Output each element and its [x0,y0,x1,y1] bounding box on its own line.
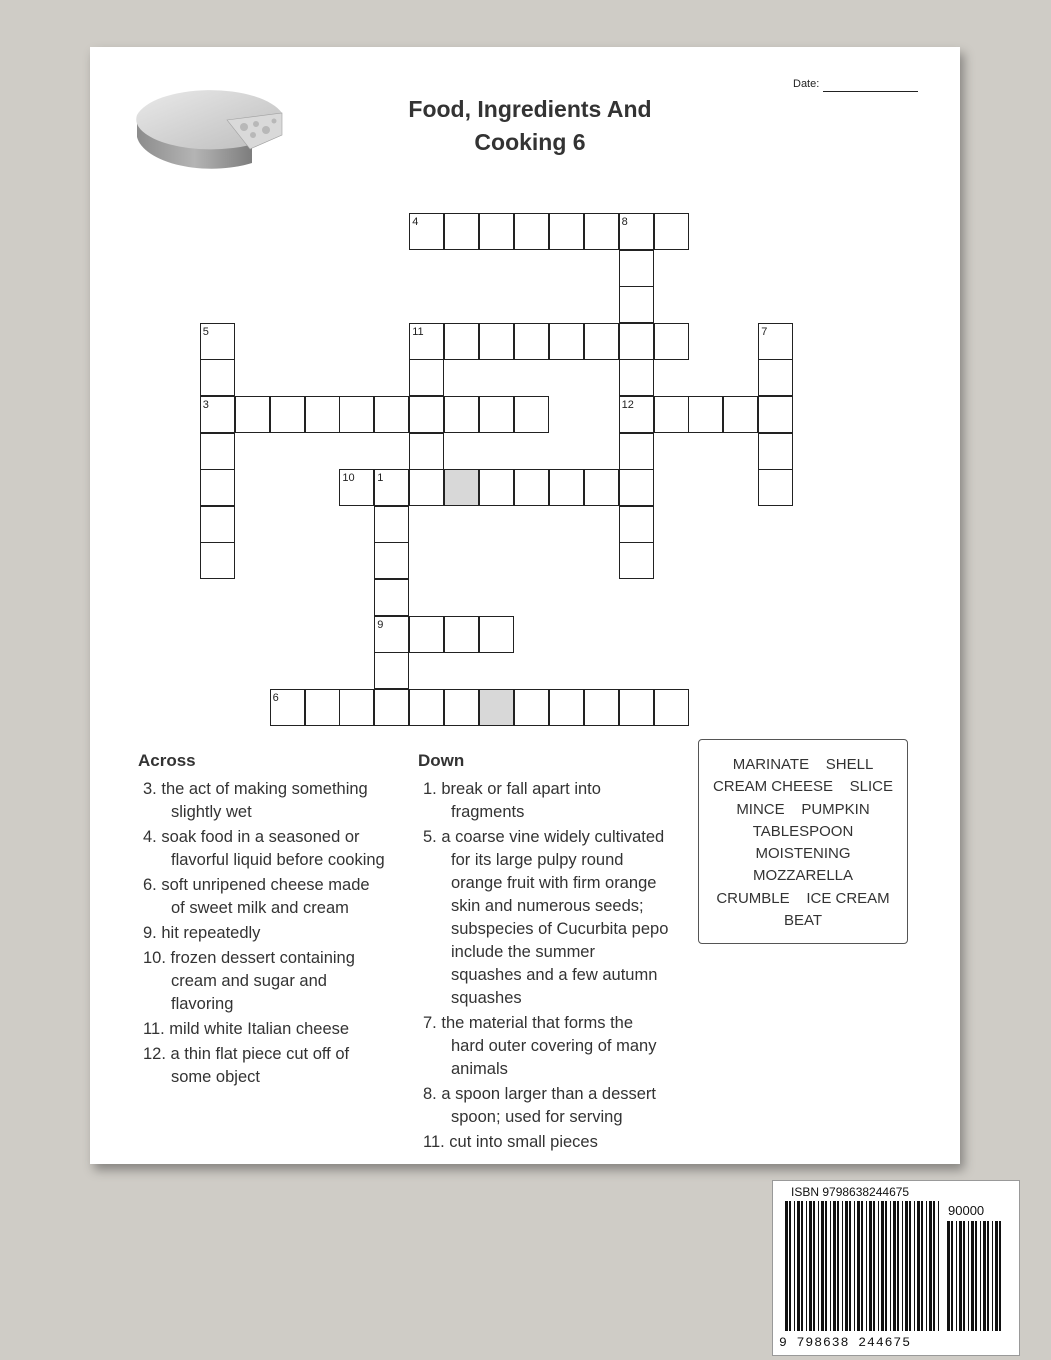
addon-bars-icon [945,1221,1003,1331]
grid-cell[interactable] [444,323,479,360]
grid-cell[interactable] [654,323,689,360]
grid-cell[interactable] [688,396,723,433]
barcode-bar [971,1221,974,1331]
crossword-grid [90,47,960,747]
barcode-bar [854,1201,855,1331]
grid-cell[interactable] [514,323,549,360]
word-bank-line: MOZZARELLA [752,867,854,885]
clue-number: 10 [342,472,355,485]
barcode-bar [987,1221,989,1331]
clue-number: 11 [412,325,424,338]
barcode-bar [785,1201,788,1331]
clue-line [143,1018,385,1041]
isbn-barcode [772,1180,1020,1356]
clue-text: a spoon larger than a dessert [441,1085,656,1103]
barcode-bar [999,1221,1001,1331]
barcode-bar [897,1201,899,1331]
grid-cell[interactable] [200,542,235,579]
clue-number: 4 [412,216,419,228]
grid-cell[interactable] [479,469,514,506]
grid-cell[interactable] [409,213,444,250]
clue-text: break or fall apart into [441,780,601,798]
grid-cell[interactable] [444,396,479,433]
grid-cell[interactable] [619,286,654,323]
clue-number: 7 [761,325,768,338]
grid-cell[interactable] [549,469,584,506]
clue-text: the act of making something [161,780,368,798]
grid-cell[interactable] [409,469,444,506]
barcode-bar [983,1221,986,1331]
grid-cell[interactable] [758,323,793,360]
grid-cell[interactable] [374,579,409,616]
clue-line [423,1012,668,1035]
grid-cell[interactable] [200,396,235,433]
barcode-bar [797,1201,800,1331]
barcode-bar [938,1201,939,1331]
grid-cell[interactable] [584,323,619,360]
grid-cell[interactable] [409,323,444,360]
clue-text: mild white Italian cheese [169,1020,350,1038]
across-clue [143,778,385,824]
clue-text: hit repeatedly [161,924,261,942]
clue-line [143,993,385,1016]
grid-cell[interactable] [305,689,340,726]
grid-cell[interactable] [339,689,374,726]
barcode-bar [789,1201,791,1331]
clue-text: slightly wet [171,803,252,821]
clue-text: some object [171,1068,260,1086]
clue-text: skin and numerous seeds; [451,897,644,915]
barcode-bar [873,1201,875,1331]
grid-cell[interactable] [619,542,654,579]
down-clue [423,778,668,824]
grid-cell[interactable] [654,213,689,250]
clue-line [423,941,668,964]
barcode-bar [794,1201,795,1331]
barcode-bar [890,1201,891,1331]
grid-cell[interactable] [619,506,654,543]
clue-text: flavoring [171,995,234,1013]
grid-cell[interactable] [200,469,235,506]
grid-cell[interactable] [514,396,549,433]
date-label: Date: [793,78,820,90]
barcode-bar [980,1221,981,1331]
barcode-digits: 9 798638 244675 [779,1335,912,1350]
clue-line [143,897,385,920]
grid-cell[interactable] [758,433,793,470]
barcode-bar [914,1201,915,1331]
clue-num: 4. [143,828,162,846]
clue-num: 5. [423,828,442,846]
clue-text: cream and sugar and [171,972,327,990]
grid-cell[interactable] [444,616,479,653]
down-heading: Down [418,751,465,770]
clue-num: 9. [143,924,162,942]
barcode-bar [956,1221,957,1331]
clue-num: 11. [143,1020,170,1038]
barcode-bar [857,1201,860,1331]
clue-line [423,964,668,987]
grid-cell[interactable] [584,689,619,726]
barcode-bar [830,1201,831,1331]
grid-cell[interactable] [619,689,654,726]
barcode-bar [801,1201,803,1331]
grid-cell[interactable] [409,689,444,726]
barcode-bars-icon [783,1201,943,1331]
clue-text: the material that forms the [441,1014,634,1032]
clue-number: 9 [377,618,384,631]
clue-text: subspecies of Cucurbita pepo [451,920,669,938]
across-clue [143,922,385,945]
barcode-bar [821,1201,824,1331]
clue-number: 1 [377,472,384,485]
grid-cell[interactable] [514,469,549,506]
barcode-bar [992,1221,993,1331]
grid-cell[interactable] [200,323,235,360]
grid-cell[interactable] [619,250,654,287]
across-heading: Across [138,751,196,770]
grid-cell[interactable] [654,396,689,433]
barcode-bar [951,1221,953,1331]
grid-cell[interactable] [270,396,305,433]
clue-text: for its large pulpy round [451,851,624,869]
grid-cell[interactable] [409,616,444,653]
across-clue [143,1018,385,1041]
title-line-1: Food, Ingredients And [408,96,652,122]
clue-line [423,872,668,895]
barcode-bar [869,1201,872,1331]
grid-cell[interactable] [374,616,409,653]
grid-cell[interactable] [374,396,409,433]
clue-text: animals [451,1060,508,1078]
barcode-bar [845,1201,848,1331]
clue-text: spoon; used for serving [451,1108,623,1126]
barcode-bar [975,1221,977,1331]
clue-number: 3 [202,399,209,411]
clue-line [143,970,385,993]
word-bank-line: TABLESPOON [752,822,854,840]
grid-cell[interactable] [479,213,514,250]
clue-line [423,826,668,849]
grid-cell[interactable] [758,359,793,396]
grid-cell[interactable] [200,433,235,470]
clue-num: 7. [423,1014,442,1032]
grid-cell[interactable] [409,433,444,470]
barcode-bar [885,1201,887,1331]
barcode-bar [909,1201,911,1331]
clue-num: 6. [143,876,162,894]
barcode-bar [968,1221,969,1331]
grid-cell[interactable] [619,213,654,250]
across-clue [143,1043,385,1089]
grid-cell[interactable] [374,689,409,726]
clue-text: cut into small pieces [449,1133,598,1151]
grid-cell[interactable] [619,323,654,360]
clue-line [423,778,668,801]
clue-line [423,987,668,1010]
grid-cell[interactable] [305,396,340,433]
clue-text: of sweet milk and cream [171,899,349,917]
clue-line [143,1043,385,1066]
grid-cell[interactable] [549,213,584,250]
clue-text: orange fruit with firm orange [451,874,657,892]
barcode-bar [921,1201,923,1331]
barcode-bar [905,1201,908,1331]
barcode-bar [933,1201,935,1331]
clue-line [143,826,385,849]
clue-num: 8. [423,1085,442,1103]
across-clue [143,826,385,872]
clue-text: a thin flat piece cut off of [170,1045,350,1063]
barcode-addon: 90000 [948,1203,985,1218]
word-bank-line: CRUMBLE ICE CREAM [716,889,890,907]
grid-cell[interactable] [200,359,235,396]
clue-text: fragments [451,803,525,821]
clue-text: soak food in a seasoned or [161,828,360,846]
clue-line [143,849,385,872]
barcode-bar [902,1201,903,1331]
clue-text: soft unripened cheese made [161,876,370,894]
barcode-bar [806,1201,807,1331]
clue-line [423,1035,668,1058]
down-clue [423,826,668,1010]
grid-cell[interactable] [374,469,409,506]
clue-line [423,895,668,918]
clue-num: 10. [143,949,171,967]
barcode-bar [818,1201,819,1331]
clue-text: flavorful liquid before cooking [171,851,385,869]
clue-line [423,1106,668,1129]
grid-cell[interactable] [584,213,619,250]
word-bank [698,739,908,944]
clue-number: 5 [202,325,209,338]
grid-cell[interactable] [444,469,479,506]
barcode-bar [833,1201,836,1331]
grid-cell[interactable] [549,689,584,726]
barcode-bar [926,1201,927,1331]
clue-text: include the summer [451,943,595,961]
barcode-bar [947,1221,950,1331]
grid-cell[interactable] [479,616,514,653]
barcode-bar [881,1201,884,1331]
grid-cell[interactable] [339,396,374,433]
down-clue [423,1131,668,1154]
grid-cell[interactable] [514,689,549,726]
grid-cell[interactable] [584,469,619,506]
grid-cell[interactable] [409,359,444,396]
clue-line [143,1066,385,1089]
clue-line [143,778,385,801]
clue-line [423,1131,668,1154]
grid-cell[interactable] [723,396,758,433]
barcode-bar [917,1201,920,1331]
grid-cell[interactable] [619,469,654,506]
barcode-bar [809,1201,812,1331]
grid-cell[interactable] [235,396,270,433]
barcode-bar [959,1221,962,1331]
barcode-bar [825,1201,827,1331]
grid-cell[interactable] [758,469,793,506]
clue-line [423,801,668,824]
clue-line [143,874,385,897]
word-bank-line: BEAT [783,912,823,930]
grid-cell[interactable] [339,469,374,506]
grid-cell[interactable] [409,396,444,433]
clue-text: squashes [451,989,522,1007]
grid-cell[interactable] [479,323,514,360]
grid-cell[interactable] [758,396,793,433]
clue-num: 12. [143,1045,171,1063]
barcode-bar [842,1201,843,1331]
barcode-bar [893,1201,896,1331]
barcode-bar [878,1201,879,1331]
grid-cell[interactable] [479,689,514,726]
grid-cell[interactable] [654,689,689,726]
barcode-bar [963,1221,965,1331]
clue-num: 11. [423,1133,450,1151]
down-clues [423,778,668,1156]
word-bank-line: MINCE PUMPKIN [736,800,870,818]
clue-text: frozen dessert containing [170,949,355,967]
across-clues [143,778,385,1091]
clue-line [143,922,385,945]
word-bank-line: CREAM CHEESE SLICE [712,778,894,796]
barcode-bar [849,1201,851,1331]
grid-cell[interactable] [374,652,409,689]
clue-number: 8 [621,216,628,228]
clue-line [143,947,385,970]
grid-cell[interactable] [549,323,584,360]
barcode-bar [866,1201,867,1331]
grid-cell[interactable] [270,689,305,726]
word-bank-line: MOISTENING [755,845,851,863]
grid-cell[interactable] [619,359,654,396]
across-clue [143,874,385,920]
clue-num: 1. [423,780,442,798]
across-clue [143,947,385,1016]
title-line-2: Cooking 6 [474,129,586,155]
barcode-bar [837,1201,839,1331]
clue-num: 3. [143,780,162,798]
clue-text: a coarse vine widely cultivated [441,828,665,846]
clue-line [423,1058,668,1081]
grid-cell[interactable] [374,542,409,579]
grid-cell[interactable] [479,396,514,433]
barcode-bar [813,1201,815,1331]
grid-cell[interactable] [374,506,409,543]
clue-line [423,849,668,872]
grid-cell[interactable] [619,433,654,470]
clue-line [423,1083,668,1106]
barcode-bar [995,1221,998,1331]
grid-cell[interactable] [619,396,654,433]
grid-cell[interactable] [444,213,479,250]
clue-number: 12 [621,399,634,411]
clue-number: 6 [272,691,279,704]
isbn-text: ISBN 9798638244675 [791,1185,910,1199]
down-clue [423,1083,668,1129]
grid-cell[interactable] [200,506,235,543]
down-clue [423,1012,668,1081]
grid-cell[interactable] [514,213,549,250]
barcode-bar [929,1201,932,1331]
clue-line [423,918,668,941]
barcode-bar [861,1201,863,1331]
clue-line [143,801,385,824]
clue-text: squashes and a few autumn [451,966,658,984]
word-bank-line: MARINATE SHELL [732,756,874,773]
clue-text: hard outer covering of many [451,1037,657,1055]
grid-cell[interactable] [444,689,479,726]
worksheet-page [90,47,960,1164]
